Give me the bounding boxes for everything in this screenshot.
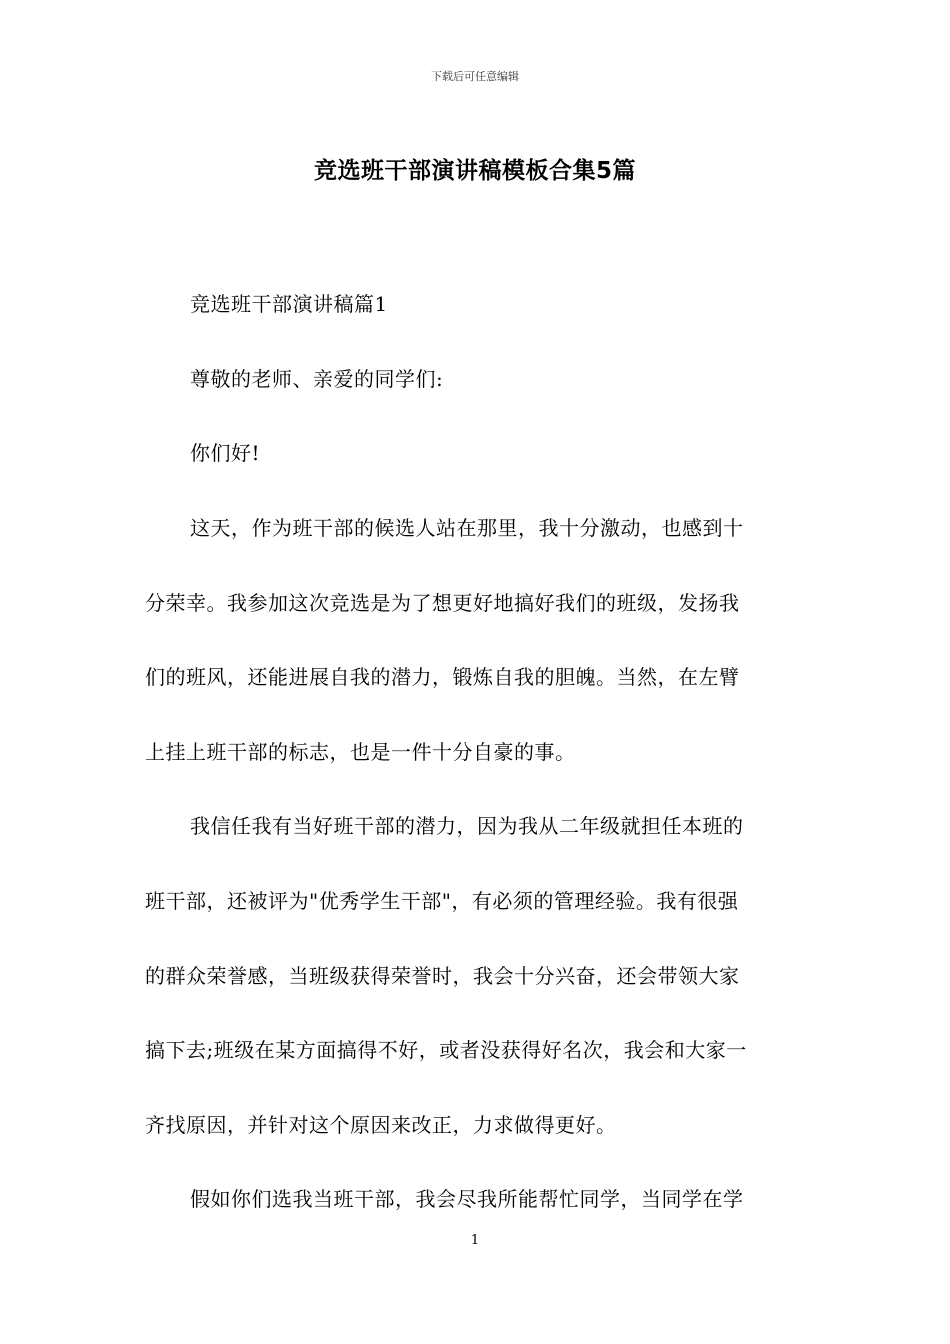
paragraph-line: 我信任我有当好班干部的潜力，因为我从二年级就担任本班的: [190, 814, 744, 838]
paragraph-line: 假如你们选我当班干部，我会尽我所能帮忙同学，当同学在学: [190, 1187, 744, 1211]
paragraph-line: 的群众荣誉感，当班级获得荣誉时，我会十分兴奋，还会带领大家: [145, 964, 740, 988]
paragraph-line: 班干部，还被评为"优秀学生干部"，有必须的管理经验。我有很强: [145, 889, 739, 913]
document-title: 竞选班干部演讲稿模板合集5篇: [313, 158, 636, 184]
page-number: 1: [470, 1233, 480, 1248]
paragraph-line: 搞下去;班级在某方面搞得不好，或者没获得好名次，我会和大家一: [145, 1038, 747, 1062]
salutation: 尊敬的老师、亲爱的同学们:: [190, 367, 444, 391]
paragraph-line: 这天，作为班干部的候选人站在那里，我十分激动，也感到十: [190, 516, 744, 540]
paragraph-line: 上挂上班干部的标志，也是一件十分自豪的事。: [145, 740, 576, 764]
paragraph-line: 分荣幸。我参加这次竞选是为了想更好地搞好我们的班级，发扬我: [145, 591, 740, 615]
paragraph-line: 齐找原因，并针对这个原因来改正，力求做得更好。: [145, 1113, 617, 1137]
greeting: 你们好!: [190, 441, 261, 465]
header-note: 下载后可任意编辑: [431, 70, 519, 83]
section-heading: 竞选班干部演讲稿篇1: [190, 292, 388, 316]
paragraph-line: 们的班风，还能进展自我的潜力，锻炼自我的胆魄。当然，在左臂: [145, 665, 740, 689]
